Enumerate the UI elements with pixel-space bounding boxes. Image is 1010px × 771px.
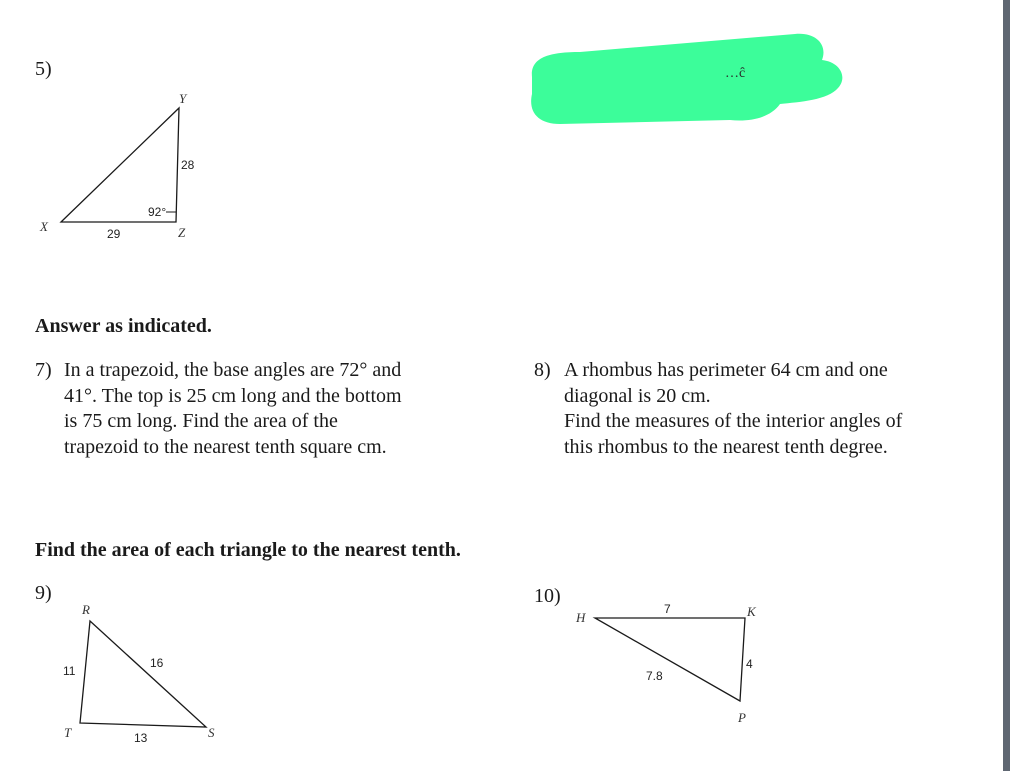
side-rs-label: 16 (150, 656, 164, 670)
side-hp-label: 7.8 (646, 669, 663, 683)
side-kp-label: 4 (746, 657, 753, 671)
side-ts-label: 13 (134, 731, 148, 745)
window-edge (1003, 0, 1010, 771)
vertex-k-label: K (747, 604, 756, 619)
vertex-z-label: Z (178, 225, 186, 240)
vertex-x-label: X (40, 219, 48, 234)
problem-8-line: Find the measures of the interior angles of (564, 410, 903, 432)
problem-5-number: 5) (35, 58, 52, 80)
problem-8-line: diagonal is 20 cm. (564, 384, 711, 407)
triangle-hkp (595, 618, 745, 701)
problem-10-number: 10) (534, 585, 561, 607)
side-hk-label: 7 (664, 602, 671, 616)
problem-7-line: 41°. The top is 25 cm long and the bottom (64, 384, 402, 407)
vertex-y-label: Y (179, 91, 187, 106)
problem-7 (35, 358, 475, 468)
section-heading-answer: Answer as indicated. (35, 315, 212, 337)
side-yz-label: 28 (181, 158, 195, 172)
problem-9-number: 9) (35, 582, 52, 604)
problem-7-line: In a trapezoid, the base angles are 72° and (64, 359, 402, 381)
problem-9-triangle (55, 595, 235, 755)
problem-10-triangle (560, 598, 780, 738)
redaction-blob (531, 34, 842, 124)
vertex-r-label: R (82, 602, 90, 617)
problem-8-text (564, 358, 902, 460)
triangle-rts (80, 621, 206, 727)
angle-z-label: 92° (148, 205, 167, 219)
vertex-h-label: H (576, 610, 586, 625)
problem-5-triangle (30, 85, 210, 245)
section-heading-triangle-area: Find the area of each triangle to the nearest tenth. (35, 539, 461, 561)
problem-8-line: this rhombus to the nearest tenth degree. (564, 435, 888, 458)
problem-8 (534, 358, 974, 468)
redaction-mark (510, 22, 850, 132)
problem-7-line: trapezoid to the nearest tenth square cm. (64, 435, 387, 458)
redaction-residual-text: …ĉ (725, 66, 746, 81)
side-xz-label: 29 (107, 227, 121, 241)
problem-7-line: is 75 cm long. Find the area of the (64, 410, 338, 432)
side-rt-label: 11 (63, 664, 76, 678)
problem-7-number: 7) (35, 359, 52, 381)
vertex-t-label: T (64, 725, 72, 740)
problem-8-line: A rhombus has perimeter 64 cm and one (564, 359, 888, 381)
vertex-p-label: P (738, 710, 746, 725)
vertex-s-label: S (208, 725, 215, 740)
problem-8-number: 8) (534, 359, 551, 381)
problem-7-text (64, 358, 402, 460)
